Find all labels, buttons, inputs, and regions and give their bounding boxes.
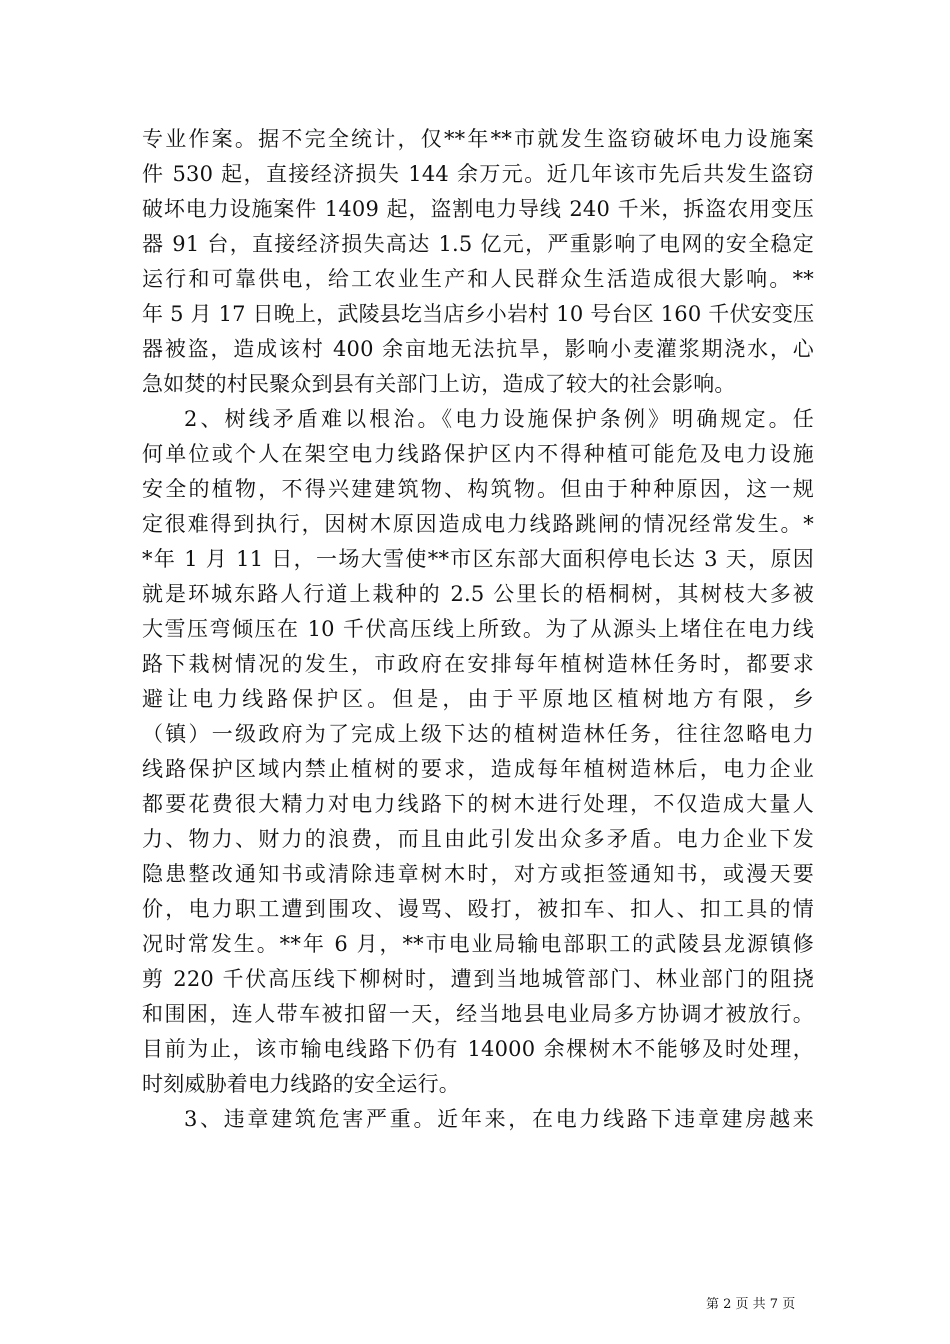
- text-line: 隐患整改通知书或清除违章树木时，对方或拒签通知书，或漫天要: [142, 862, 814, 886]
- text-line: 安全的植物，不得兴建建筑物、构筑物。但由于种种原因，这一规: [142, 477, 814, 501]
- text-line: 定很难得到执行，因树木原因造成电力线路跳闸的情况经常发生。*: [142, 512, 814, 536]
- text-line: 器被盗，造成该村 400 余亩地无法抗旱，影响小麦灌浆期浇水，心: [142, 337, 814, 361]
- text-line: 避让电力线路保护区。但是，由于平原地区植树地方有限，乡: [142, 687, 814, 711]
- text-line: 大雪压弯倾压在 10 千伏高压线上所致。为了从源头上堵住在电力线: [142, 617, 814, 641]
- document-body: [142, 122, 814, 1137]
- page-number: 第 2 页 共 7 页: [706, 1297, 796, 1312]
- text-line: *年 1 月 11 日，一场大雪使**市区东部大面积停电长达 3 天，原因: [142, 547, 814, 571]
- text-line: 价，电力职工遭到围攻、谩骂、殴打，被扣车、扣人、扣工具的情: [142, 897, 814, 921]
- text-line: 器 91 台，直接经济损失高达 1.5 亿元，严重影响了电网的安全稳定: [142, 232, 814, 256]
- text-line: 力、物力、财力的浪费，而且由此引发出众多矛盾。电力企业下发: [142, 827, 814, 851]
- paragraph-start-line: 2、树线矛盾难以根治。《电力设施保护条例》明确规定。任: [184, 407, 814, 431]
- text-line: 目前为止，该市输电线路下仍有 14000 余棵树木不能够及时处理，: [142, 1037, 814, 1061]
- text-line: 就是环城东路人行道上栽种的 2.5 公里长的梧桐树，其树枝大多被: [142, 582, 814, 606]
- text-line: 急如焚的村民聚众到县有关部门上访，造成了较大的社会影响。: [142, 372, 736, 396]
- text-line: 破坏电力设施案件 1409 起，盗割电力导线 240 千米，拆盗农用变压: [142, 197, 814, 221]
- text-line: 和围困，连人带车被扣留一天，经当地县电业局多方协调才被放行。: [142, 1002, 814, 1026]
- text-line: 路下栽树情况的发生，市政府在安排每年植树造林任务时，都要求: [142, 652, 814, 676]
- text-line: （镇）一级政府为了完成上级下达的植树造林任务，往往忽略电力: [142, 722, 814, 746]
- text-line: 况时常发生。**年 6 月，**市电业局输电部职工的武陵县龙源镇修: [142, 932, 814, 956]
- text-line: 都要花费很大精力对电力线路下的树木进行处理，不仅造成大量人: [142, 792, 814, 816]
- text-line: 专业作案。据不完全统计，仅**年**市就发生盗窃破坏电力设施案: [142, 127, 814, 151]
- text-line: 运行和可靠供电，给工农业生产和人民群众生活造成很大影响。**: [142, 267, 814, 291]
- text-line: 件 530 起，直接经济损失 144 余万元。近几年该市先后共发生盗窃: [142, 162, 814, 186]
- text-line: 线路保护区域内禁止植树的要求，造成每年植树造林后，电力企业: [142, 757, 814, 781]
- text-line: 时刻威胁着电力线路的安全运行。: [142, 1072, 460, 1096]
- text-line: 何单位或个人在架空电力线路保护区内不得种植可能危及电力设施: [142, 442, 814, 466]
- paragraph-start-line: 3、违章建筑危害严重。近年来，在电力线路下违章建房越来: [184, 1107, 814, 1131]
- text-line: 年 5 月 17 日晚上，武陵县圪当店乡小岩村 10 号台区 160 千伏安变压: [142, 302, 815, 326]
- text-line: 剪 220 千伏高压线下柳树时，遭到当地城管部门、林业部门的阻挠: [142, 967, 814, 991]
